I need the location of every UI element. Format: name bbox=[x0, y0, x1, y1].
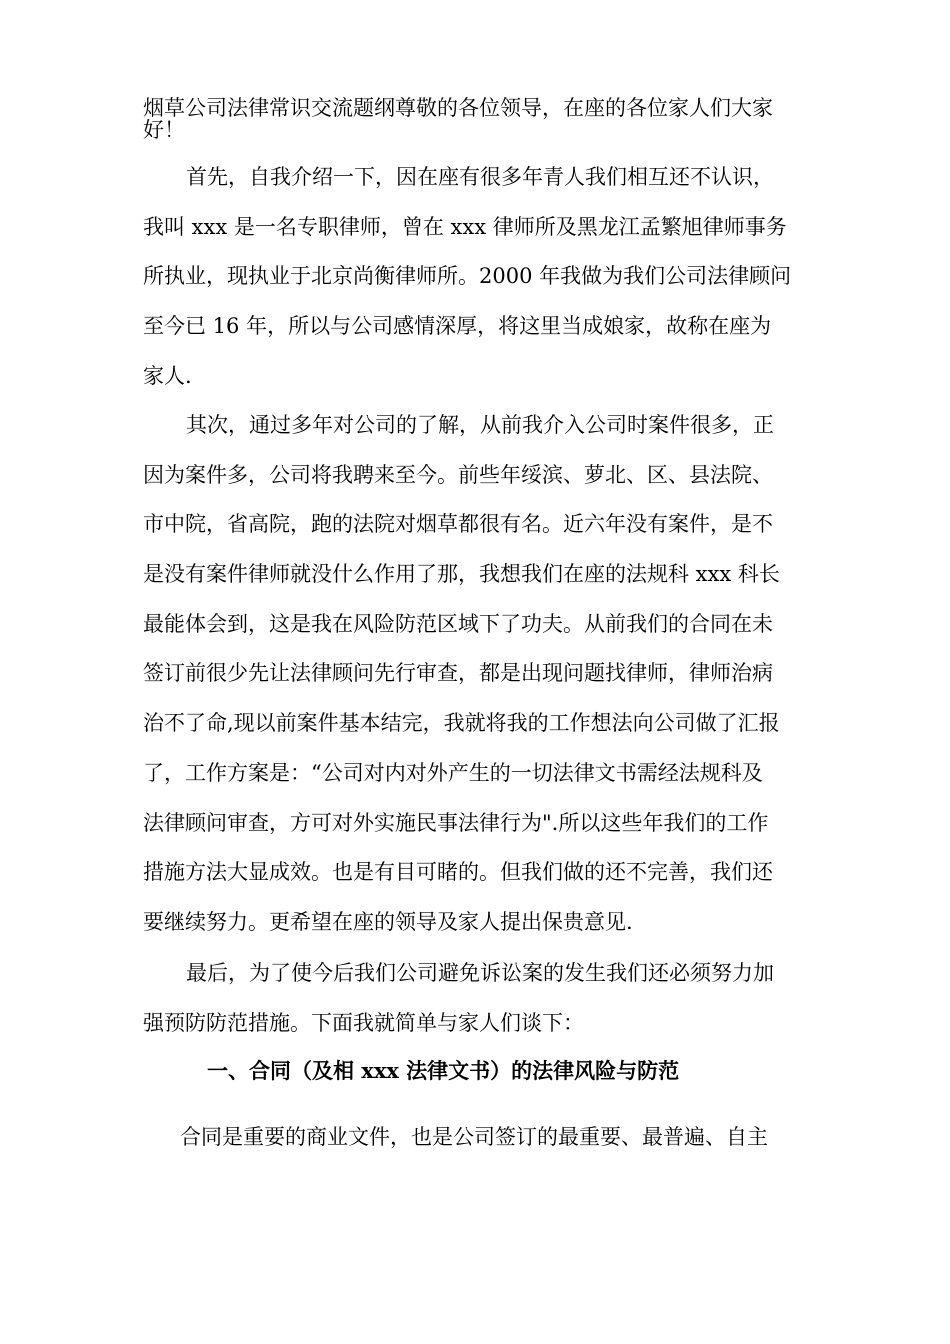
text-line: 其次，通过多年对公司的了解，从前我介入公司时案件很多，正 bbox=[186, 413, 774, 437]
paragraph-prevention bbox=[143, 962, 823, 1061]
text-line: 治不了命,现以前案件基本结完，我就将我的工作想法向公司做了汇报 bbox=[143, 711, 780, 736]
text-line: 最后，为了使今后我们公司避免诉讼案的发生我们还必须努力加 bbox=[186, 961, 774, 985]
text-line: 要继续努力。更希望在座的领导及家人提出保贵意见. bbox=[143, 909, 633, 934]
text-line: 所执业，现执业于北京尚衡律师所。2000 年我做为我们公司法律顾问 bbox=[143, 264, 792, 289]
text-line: 至今已 16 年，所以与公司感情深厚，将这里当成娘家，故称在座为 bbox=[143, 314, 772, 339]
paragraph-history bbox=[143, 414, 823, 961]
text-line: 了，工作方案是：“公司对内对外产生的一切法律文书需经法规科及 bbox=[143, 760, 763, 785]
text-line: 市中院，省高院，跑的法院对烟草都很有名。近六年没有案件，是不 bbox=[143, 512, 773, 537]
text-line: 首先，自我介绍一下，因在座有很多年青人我们相互还不认识， bbox=[186, 165, 774, 189]
text-line: 强预防防范措施。下面我就简单与家人们谈下： bbox=[143, 1010, 584, 1035]
heading-text: 一、合同（及相 xxx 法律文书）的法律风险与防范 bbox=[207, 1058, 680, 1083]
text-line: 签订前很少先让法律顾问先行审查，都是出现问题找律师，律师治病 bbox=[143, 661, 773, 686]
text-line: 家人. bbox=[143, 363, 192, 388]
paragraph-contract bbox=[143, 1126, 823, 1148]
text-line: 最能体会到，这是我在风险防范区域下了功夫。从前我们的合同在未 bbox=[143, 611, 773, 636]
text-line: 措施方法大显成效。也是有目可睹的。但我们做的还不完善，我们还 bbox=[143, 860, 773, 885]
text-line: 我叫 xxx 是一名专职律师，曾在 xxx 律师所及黑龙江孟繁旭律师事务 bbox=[143, 214, 787, 239]
text-line: 合同是重要的商业文件，也是公司签订的最重要、最普遍、自主 bbox=[180, 1125, 768, 1149]
section-heading bbox=[143, 1060, 823, 1082]
paragraph-self-intro bbox=[143, 166, 823, 414]
text-line: 法律顾问审查，方可对外实施民事法律行为".所以这些年我们的工作 bbox=[143, 810, 769, 835]
text-line: 因为案件多，公司将我聘来至今。前些年绥滨、萝北、区、县法院、 bbox=[143, 462, 773, 487]
text-line: 烟草公司法律常识交流题纲尊敬的各位领导，在座的各位家人们大家 bbox=[143, 96, 773, 120]
intro-paragraph bbox=[143, 97, 823, 141]
text-line: 是没有案件律师就没什么作用了那，我想我们在座的法规科 xxx 科长 bbox=[143, 562, 780, 587]
text-line: 好！ bbox=[143, 118, 185, 142]
